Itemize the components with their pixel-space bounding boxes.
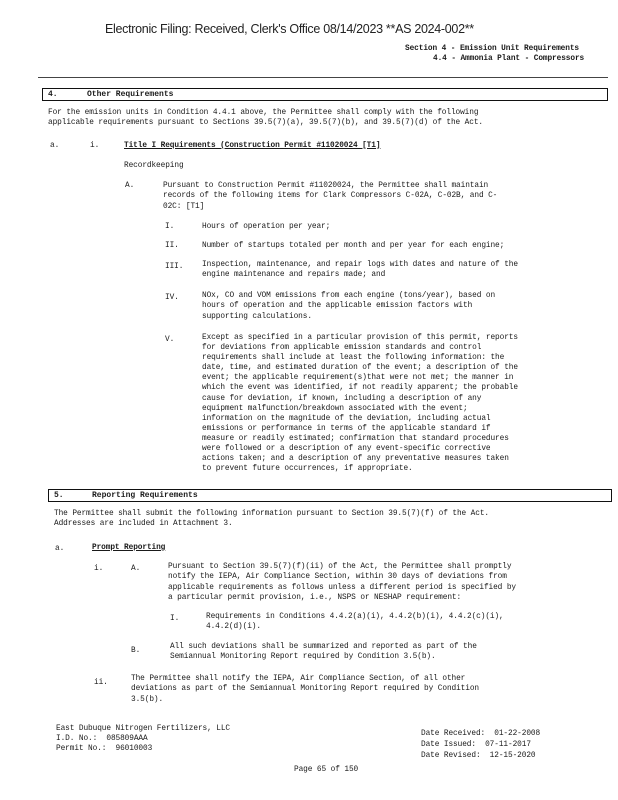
- s5-item-B-text: All such deviations shall be summarized and reported as part of the Semiannual Monitoring Report required by Condition 3.5(b).: [170, 643, 477, 662]
- page-number: Page 65 of 150: [294, 766, 359, 774]
- footer-date-issued: Date Issued: 07-11-2017: [421, 741, 531, 749]
- record-item-IV-text: NOx, CO and VOM emissions from each engine (tons/year), based on hours of operation and the applicable emission factors with supporting calculations.: [202, 292, 496, 321]
- section4-intro: For the emission units in Condition 4.4.1 above, the Permittee shall comply with the following applicable requirements pursuant to Sections 39.5(7)(a), 39.5(7)(b), and 39.5(7)(d) of the Act.: [48, 109, 483, 128]
- s5-item-I-text: Requirements in Conditions 4.4.2(a)(i), 4.4.2(b)(i), 4.4.2(c)(i), 4.4.2(d)(i).: [206, 613, 504, 632]
- prompt-reporting-heading: Prompt Reporting: [92, 544, 166, 552]
- record-item-I-num: I.: [165, 223, 175, 231]
- item-a-label: a.: [50, 142, 60, 150]
- s5-item-A-label: A.: [131, 565, 141, 573]
- item-A-text: Pursuant to Construction Permit #11020024, the Permittee shall maintain records of the following items for Clark Compressors C-02A, C-02B, and C- 02C: [T1]: [163, 182, 498, 211]
- footer-date-received: Date Received: 01-22-2008: [421, 730, 541, 738]
- section-header-line2: 4.4 - Ammonia Plant - Compressors: [433, 55, 585, 63]
- record-item-II-text: Number of startups totaled per month and per year for each engine;: [202, 242, 505, 250]
- section5-number: 5.: [54, 491, 64, 500]
- section5-title: Reporting Requirements: [92, 491, 198, 500]
- s5-item-B-label: B.: [131, 647, 141, 655]
- filing-stamp: Electronic Filing: Received, Clerk's Office 08/14/2023 **AS 2024-002**: [105, 22, 474, 36]
- item-i-label: i.: [90, 142, 100, 150]
- section4-title: Other Requirements: [87, 90, 174, 99]
- footer-permit: Permit No.: 96010003: [56, 745, 153, 753]
- divider-top: [38, 77, 608, 78]
- s5-item-a-label: a.: [55, 545, 65, 553]
- item-A-label: A.: [125, 182, 135, 190]
- s5-item-ii-label: ii.: [94, 679, 108, 687]
- recordkeeping-heading: Recordkeeping: [124, 162, 184, 170]
- section4-number: 4.: [48, 90, 58, 99]
- s5-item-i-label: i.: [94, 565, 104, 573]
- section5-intro: The Permittee shall submit the following information pursuant to Section 39.5(7)(f) of the Act. Addresses are included in Attachment 3.: [54, 510, 489, 529]
- s5-item-I-label: I.: [170, 615, 180, 623]
- record-item-V-num: V.: [165, 336, 175, 344]
- section-header-line1: Section 4 - Emission Unit Requirements: [405, 45, 579, 53]
- footer-company: East Dubuque Nitrogen Fertilizers, LLC: [56, 725, 230, 733]
- record-item-III-text: Inspection, maintenance, and repair logs with dates and nature of the engine maintenance and repairs made; and: [202, 261, 518, 280]
- footer-date-revised: Date Revised: 12-15-2020: [421, 752, 536, 760]
- record-item-II-num: II.: [165, 242, 179, 250]
- title1-heading: Title I Requirements (Construction Permit #11020024 [T1]: [124, 142, 381, 150]
- record-item-I-text: Hours of operation per year;: [202, 223, 331, 231]
- record-item-III-num: III.: [165, 263, 184, 271]
- record-item-V-text: Except as specified in a particular provision of this permit, reports for deviations from applicable emission standards and control requirements shall include at least the following information: the date, time, and estimated duration of the event; a description of the event; the applicable requirement(s)that were not met; the manner in which the event was identified, if not readily apparent; the probable cause for deviation, if known, including a description of any equipment malfunction/breakdown associated with the event; information on the magnitude of the deviation, including actual emissions or performance in terms of the applicable standard if measure or readily estimated; confirmation that standard procedures were followed or a description of any event-specific corrective actions taken; and a description of any preventative measures taken to prevent future occurrences, if appropriate.: [202, 334, 518, 474]
- footer-id: I.D. No.: 085809AAA: [56, 735, 148, 743]
- record-item-IV-num: IV.: [165, 294, 179, 302]
- s5-item-ii-text: The Permittee shall notify the IEPA, Air Compliance Section, of all other deviations as part of the Semiannual Monitoring Report required by Condition 3.5(b).: [131, 675, 479, 704]
- s5-item-A-text: Pursuant to Section 39.5(7)(f)(ii) of the Act, the Permittee shall promptly notify the IEPA, Air Compliance Section, within 30 days of deviations from applicable requirements as follows unless a different period is specified by a particular permit provision, i.e., NSPS or NESHAP requirement:: [168, 563, 516, 602]
